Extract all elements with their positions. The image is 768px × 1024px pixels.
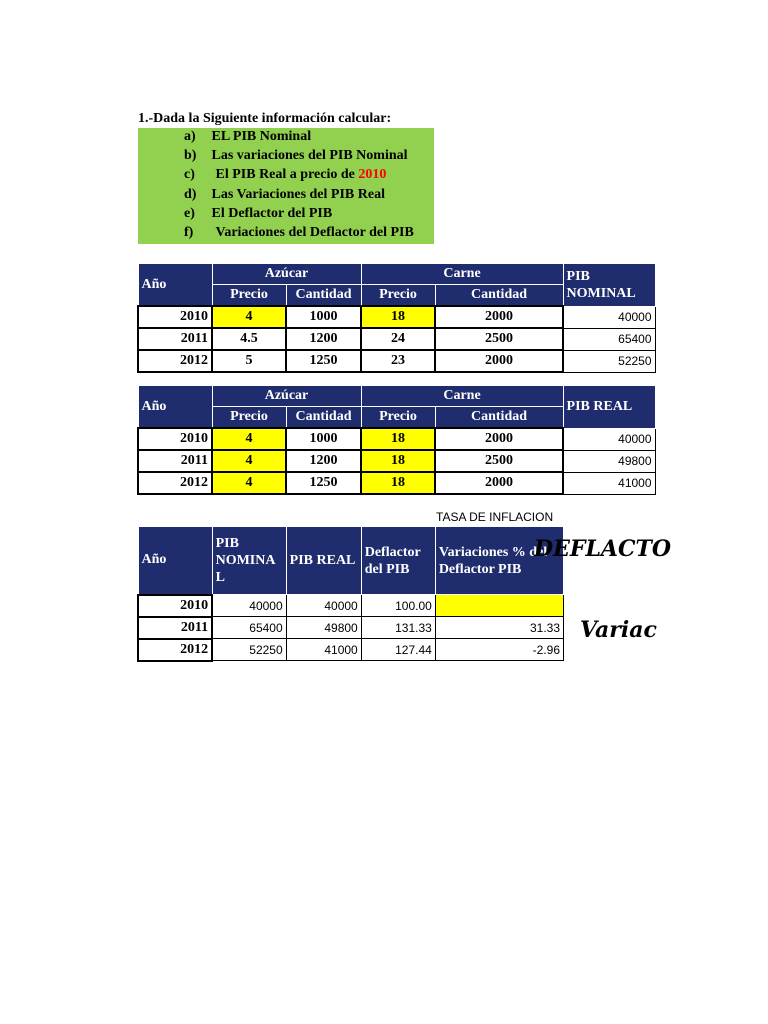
formula-variaciones-fragment: Variac [580,617,657,643]
cell-deflactor: 131.33 [361,617,435,639]
cell-year: 2011 [138,617,212,639]
header-precio: Precio [212,407,286,429]
header-year: Año [138,527,212,595]
cell-year: 2010 [138,428,212,450]
cell-price-azucar: 4 [212,450,286,472]
task-item-f [184,224,414,242]
cell-pib-nominal: 52250 [212,639,286,661]
table-row [138,595,564,617]
cell-pib-real: 49800 [563,450,655,472]
cell-variacion: -2.96 [435,639,563,661]
cell-deflactor: 127.44 [361,639,435,661]
table-pib-nominal [137,263,656,373]
task-letter: d) [184,187,197,202]
table-row [138,450,655,472]
cell-qty-carne: 2500 [435,450,563,472]
cell-qty-azucar: 1250 [286,350,361,372]
header-precio: Precio [361,407,435,429]
task-item-d [184,186,385,204]
cell-pib-real: 40000 [563,428,655,450]
cell-pib-real: 40000 [286,595,361,617]
cell-price-azucar: 5 [212,350,286,372]
header-year: Año [138,386,212,429]
cell-deflactor: 100.00 [361,595,435,617]
cell-year: 2011 [138,328,212,350]
cell-price-azucar: 4.5 [212,328,286,350]
table-row [138,328,655,350]
formula-deflactor-fragment: DEFLACTO [534,536,672,562]
header-deflactor: Deflactor del PIB [361,527,435,595]
cell-price-azucar: 4 [212,428,286,450]
task-list-box [138,128,434,244]
cell-price-carne: 18 [361,306,435,328]
cell-pib-real: 41000 [563,472,655,494]
exercise-intro: 1.-Dada la Siguiente información calcular: [138,111,392,126]
task-letter: f) [184,225,194,240]
task-text: Las Variaciones del PIB Real [211,187,385,202]
header-cantidad: Cantidad [435,285,563,307]
task-letter: c) [184,167,195,182]
header-carne: Carne [361,264,563,285]
table-row [138,472,655,494]
cell-pib-nominal: 40000 [563,306,655,328]
header-cantidad: Cantidad [286,285,361,307]
cell-year: 2012 [138,350,212,372]
cell-pib-real: 49800 [286,617,361,639]
cell-qty-carne: 2500 [435,328,563,350]
cell-pib-real: 41000 [286,639,361,661]
cell-qty-carne: 2000 [435,428,563,450]
cell-pib-nominal: 52250 [563,350,655,372]
cell-price-carne: 24 [361,328,435,350]
table-header-row [138,527,564,595]
table-row [138,617,564,639]
inflation-rate-label: TASA DE INFLACION [436,510,554,524]
cell-price-azucar: 4 [212,472,286,494]
cell-pib-nominal: 40000 [212,595,286,617]
header-cantidad: Cantidad [286,407,361,429]
cell-qty-azucar: 1200 [286,450,361,472]
header-pib-real: PIB REAL [286,527,361,595]
table-row [138,306,655,328]
cell-pib-nominal: 65400 [212,617,286,639]
task-text: El Deflactor del PIB [211,206,333,221]
cell-year: 2012 [138,472,212,494]
task-item-b [184,147,408,165]
header-precio: Precio [361,285,435,307]
cell-variacion [435,595,563,617]
task-item-a [184,128,311,146]
table-row [138,639,564,661]
cell-qty-azucar: 1000 [286,428,361,450]
task-text: Las variaciones del PIB Nominal [211,148,408,163]
header-variaciones: Variaciones % del Deflactor PIB [435,527,563,595]
header-pib-nominal: PIB NOMINA L [212,527,286,595]
cell-year: 2010 [138,595,212,617]
header-pib-nominal: PIB NOMINAL [563,264,655,307]
cell-qty-azucar: 1000 [286,306,361,328]
task-letter: b) [184,148,197,163]
cell-year: 2010 [138,306,212,328]
cell-year: 2012 [138,639,212,661]
task-letter: e) [184,206,195,221]
cell-price-carne: 18 [361,428,435,450]
task-highlight-year: 2010 [358,167,387,182]
cell-variacion: 31.33 [435,617,563,639]
table-row [138,350,655,372]
task-text: EL PIB Nominal [211,129,312,144]
cell-qty-carne: 2000 [435,472,563,494]
header-year: Año [138,264,212,307]
table-header-row [138,264,655,285]
header-pib-real: PIB REAL [563,386,655,429]
cell-qty-carne: 2000 [435,306,563,328]
table-header-row [138,386,655,407]
header-azucar: Azúcar [212,264,361,285]
table-row [138,428,655,450]
cell-price-carne: 18 [361,450,435,472]
task-letter: a) [184,129,196,144]
table-deflactor [137,526,564,662]
table-pib-real [137,385,656,495]
cell-price-carne: 18 [361,472,435,494]
cell-qty-azucar: 1250 [286,472,361,494]
header-carne: Carne [361,386,563,407]
cell-pib-nominal: 65400 [563,328,655,350]
cell-qty-azucar: 1200 [286,328,361,350]
cell-price-carne: 23 [361,350,435,372]
header-azucar: Azúcar [212,386,361,407]
cell-price-azucar: 4 [212,306,286,328]
task-text: El PIB Real a precio de [215,167,359,182]
header-precio: Precio [212,285,286,307]
task-item-e [184,205,332,223]
task-text: Variaciones del Deflactor del PIB [215,225,414,240]
cell-year: 2011 [138,450,212,472]
task-item-c [184,166,386,184]
header-cantidad: Cantidad [435,407,563,429]
cell-qty-carne: 2000 [435,350,563,372]
